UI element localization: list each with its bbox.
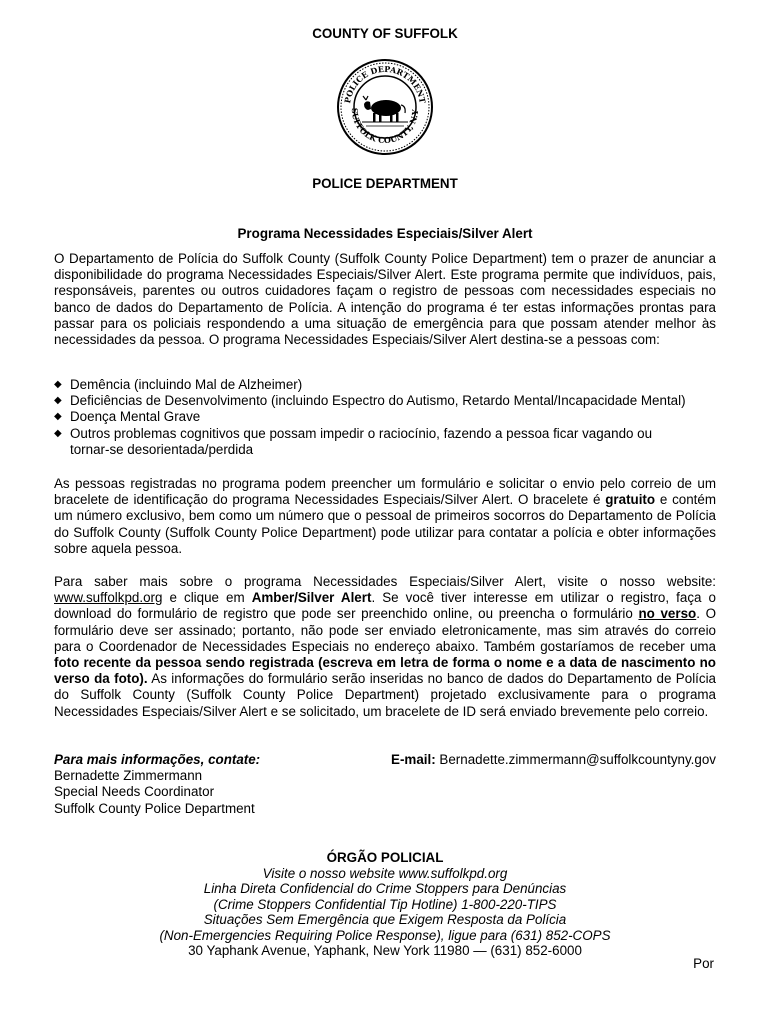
- bracelet-paragraph: As pessoas registradas no programa podem preencher um formulário e solicitar o envio pelo correio de um bracelete de identificação do programa Necessidades Especiais/Silver Alert. O bracelete é gratuito e contém um número exclusivo, bem como um número que o pessoal de primeiros socorros do Departamento de Polícia do Suffolk County (Suffolk County Police Department) pode utilizar para contatar a polícia e obter informações sobre aquela pessoa.: [54, 476, 716, 556]
- email-address[interactable]: Bernadette.zimmermann@suffolkcountyny.gov: [439, 752, 716, 767]
- list-item: ◆ Outros problemas cognitivos que possam impedir o raciocínio, fazendo a pessoa ficar vagando ou tornar-se desorientada/perdida: [54, 425, 653, 457]
- intro-paragraph: O Departamento de Polícia do Suffolk County (Suffolk County Police Department) tem o prazer de anunciar a disponibilidade do programa Necessidades Especiais/Silver Alert. Este programa permite que indivíduos, pais, responsáveis, parentes ou outros cuidadores façam o registro de pessoas com necessidades especiais no banco de dados do Departamento de Polícia. A intenção do programa é ter estas informações prontas para passar para os policiais respondendo a uma situação de emergência para que possam atender melhor às necessidades da pessoa. O programa Necessidades Especiais/Silver Alert destina-se a pessoas com:: [54, 251, 716, 348]
- diamond-bullet-icon: ◆: [54, 379, 62, 390]
- website-link[interactable]: www.suffolkpd.org: [54, 590, 163, 606]
- footer-line: Linha Direta Confidencial do Crime Stoppers para Denúncias: [203, 881, 567, 896]
- county-heading: COUNTY OF SUFFOLK: [312, 26, 458, 41]
- police-seal-icon: [336, 58, 434, 156]
- list-item: ◆ Deficiências de Desenvolvimento (incluindo Espectro do Autismo, Retardo Mental/Incapacidade Mental): [54, 393, 686, 409]
- email-block: [391, 752, 716, 768]
- list-item: ◆ Demência (incluindo Mal de Alzheimer): [54, 377, 303, 392]
- contact-heading: Para mais informações, contate:: [54, 752, 261, 767]
- footer-address: 30 Yaphank Avenue, Yaphank, New York 11980 — (631) 852-6000: [188, 943, 582, 958]
- contact-name: Bernadette Zimmermann: [54, 768, 203, 784]
- amber-silver-alert-label: Amber/Silver Alert: [251, 590, 372, 606]
- info-paragraph: Para saber mais sobre o programa Necessidades Especiais/Silver Alert, visite o nosso website: www.suffolkpd.org e clique em Amber/Silver Alert. Se você tiver interesse em utilizar o registro, faça o download do formulário de registro que pode ser preenchido online, ou preencha o formulário no verso. O formulário deve ser assinado; portanto, não pode ser enviado eletronicamente, mas sim através do correio para o Coordenador de Necessidades Especiais no endereço abaixo. Também gostaríamos de receber uma foto recente da pessoa sendo registrada (escreva em letra de forma o nome e a data de nascimento no verso da foto). As informações do formulário serão inseridas no banco de dados do Departamento de Polícia do Suffolk County (Suffolk County Police Department) projetado exclusivamente para o programa Necessidades Especiais/Silver Alert e se solicitado, um bracelete de ID será enviado brevemente pelo correio.: [54, 574, 717, 719]
- list-item: ◆ Doença Mental Grave: [54, 409, 201, 425]
- conditions-list: [54, 377, 724, 458]
- next-page-marker: Por: [693, 956, 714, 971]
- footer-line: Situações Sem Emergência que Exigem Resposta da Polícia: [203, 912, 567, 927]
- contact-role: Special Needs Coordinator: [54, 784, 215, 800]
- contact-org: Suffolk County Police Department: [54, 800, 255, 816]
- diamond-bullet-icon: ◆: [54, 427, 62, 439]
- footer-line: Visite o nosso website www.suffolkpd.org: [262, 865, 508, 881]
- svg-text:POLICE DEPARTMENT: POLICE DEPARTMENT: [342, 63, 428, 104]
- footer: [0, 850, 770, 959]
- photo-instruction: foto recente da pessoa sendo registrada (escreva em letra de forma o nome e a data de nascimento no verso da foto).: [54, 655, 716, 687]
- diamond-bullet-icon: ◆: [54, 411, 62, 423]
- free-emphasis: gratuito: [605, 492, 656, 508]
- footer-line: (Non-Emergencies Requiring Police Response), ligue para (631) 852-COPS: [159, 927, 611, 943]
- footer-line: (Crime Stoppers Confidential Tip Hotline) 1-800-220-TIPS: [213, 896, 557, 912]
- email-label: E-mail:: [391, 752, 436, 767]
- footer-title: ÓRGÃO POLICIAL: [326, 850, 444, 865]
- no-verso-emphasis: no verso: [638, 606, 697, 622]
- diamond-bullet-icon: ◆: [54, 395, 62, 407]
- department-heading: POLICE DEPARTMENT: [312, 176, 458, 191]
- svg-text:SUFFOLK COUNTY, N.Y.: SUFFOLK COUNTY, N.Y: [349, 107, 421, 146]
- program-title: Programa Necessidades Especiais/Silver Alert: [237, 226, 533, 241]
- contact-block: [54, 752, 260, 817]
